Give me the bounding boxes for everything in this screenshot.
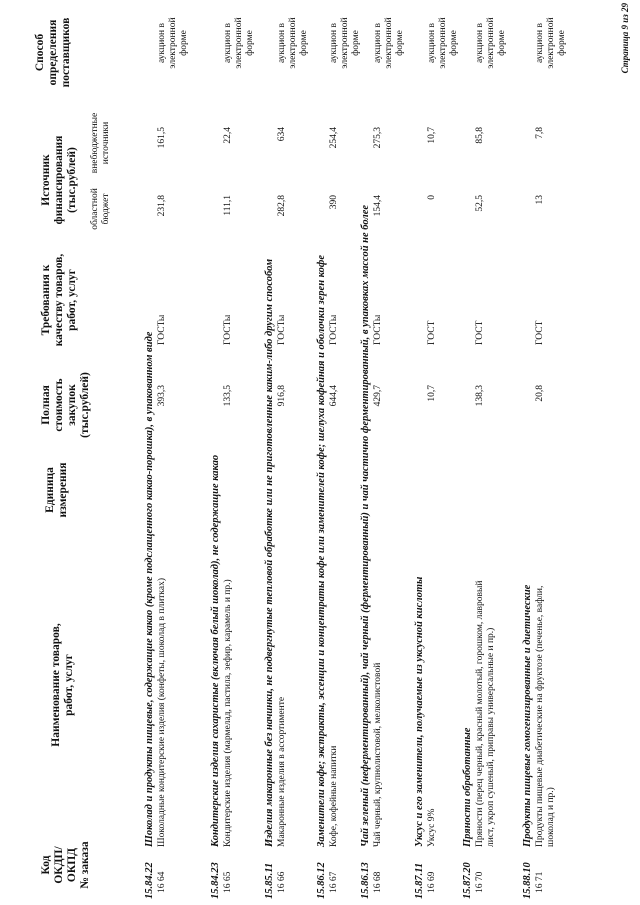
row-method (373, 11, 406, 75)
row-method-line: форме (299, 30, 309, 56)
row-name-line: Продукты пищевые диабетические на фруктозе (печенье, вафли, (535, 585, 545, 847)
header-name-line: работ, услуг (63, 654, 75, 716)
group-code: 15.86.13 (360, 862, 371, 899)
row-method-line: аукцион в (535, 23, 545, 63)
row-name (535, 517, 557, 847)
header-fin-extra-line: внебюджетные (90, 112, 100, 174)
row-method (277, 11, 310, 75)
row-name-line: Макаронные изделия в ассортименте (277, 696, 287, 847)
header-method-line: определения (47, 19, 59, 86)
header-fin-line: (тыс.рублей) (66, 147, 78, 213)
row-name-line: Уксус 9% (427, 808, 437, 847)
row-code: 16 69 (427, 871, 437, 893)
header-cost (40, 365, 92, 445)
row-name-line: Пряности (перец черный, красный молотый, горошком, лавровый (475, 580, 485, 847)
header-unit (44, 455, 70, 525)
row-requirements: ГОСТ (475, 320, 485, 345)
page-number: Страница 9 из 29 (620, 3, 630, 74)
header-cost-line: стоимость (53, 378, 65, 432)
group-code: 15.87.11 (414, 862, 425, 899)
header-code-line: № заказа (79, 841, 91, 889)
row-method-line: форме (449, 30, 459, 56)
header-fin-extra (90, 109, 112, 177)
header-name-line: Наименование товаров, (50, 623, 62, 747)
group-code: 15.84.22 (144, 862, 155, 899)
group-title: Заменители кофе; экстракты, эссенции и концентраты кофе или заменителей кофе; шелуха кофейная и оболочки зерен кофе (316, 254, 327, 847)
header-fin-region-line: областной (90, 188, 100, 230)
row-method-line: электронной (234, 17, 244, 69)
group-code: 15.86.12 (316, 862, 327, 899)
header-cost-line: Полная (40, 385, 52, 425)
row-name (157, 517, 168, 847)
header-method-line: поставщиков (60, 17, 72, 88)
group-code: 15.84.23 (210, 862, 221, 899)
header-req-line: Требования к (40, 264, 52, 336)
row-method-line: аукцион в (427, 23, 437, 63)
row-code: 16 65 (223, 871, 233, 893)
row-fin-region: 231,8 (157, 195, 167, 217)
row-method-line: электронной (546, 17, 556, 69)
row-method-line: электронной (168, 17, 178, 69)
row-code: 16 67 (329, 871, 339, 893)
row-name-line: шоколад и пр.) (546, 787, 556, 847)
header-fin-line: Источник (40, 154, 52, 206)
row-name-line: Кофе, кофейные напитки (329, 745, 339, 847)
row-fin-extra: 254,4 (329, 127, 339, 149)
row-fin-region: 154,4 (373, 195, 383, 217)
row-fin-extra: 10,7 (427, 127, 437, 144)
row-fin-region: 282,8 (277, 195, 287, 217)
row-method-line: электронной (486, 17, 496, 69)
row-code: 16 68 (373, 871, 383, 893)
row-requirements: ГОСТы (373, 314, 383, 345)
row-fin-region: 390 (329, 195, 339, 210)
row-fin-extra: 275,3 (373, 127, 383, 149)
row-name (329, 517, 340, 847)
row-cost: 138,3 (475, 385, 485, 407)
row-method-line: электронной (384, 17, 394, 69)
header-cost-line: закупок (66, 384, 78, 426)
row-method-line: аукцион в (277, 23, 287, 63)
row-fin-extra: 161,5 (157, 127, 167, 149)
row-fin-region: 0 (427, 195, 437, 200)
header-fin-extra-line: источники (101, 121, 111, 165)
group-title: Уксус и его заменители, получаемые из уксусной кислоты (414, 576, 425, 847)
header-unit-line: Единица (44, 467, 56, 513)
header-fin-line: финансирования (53, 135, 65, 225)
header-code (40, 835, 92, 895)
header-cost-line: (тыс.рублей) (79, 372, 91, 438)
row-method-line: аукцион в (329, 23, 339, 63)
row-method (329, 11, 362, 75)
row-fin-region: 111,1 (223, 195, 233, 216)
row-method-line: аукцион в (223, 23, 233, 63)
row-fin-extra: 22,4 (223, 127, 233, 144)
group-title: Пряности обработанные (462, 727, 473, 847)
row-code: 16 70 (475, 871, 485, 893)
row-name-line: Шоколадные кондитерские изделия (конфеты, шоколад в плитках) (157, 577, 167, 847)
row-requirements: ГОСТы (223, 314, 233, 345)
header-code-line: ОКДП/ (53, 846, 65, 884)
row-name (223, 517, 234, 847)
row-requirements: ГОСТы (157, 314, 167, 345)
row-fin-extra: 85,8 (475, 127, 485, 144)
row-cost: 429,7 (373, 385, 383, 407)
row-cost: 10,7 (427, 385, 437, 402)
row-method (157, 11, 190, 75)
row-method (427, 11, 460, 75)
group-title: Кондитерские изделия сахаристые (включая белый шоколад), не содержащие какао (210, 454, 221, 847)
row-fin-extra: 7,8 (535, 127, 545, 139)
row-method-line: аукцион в (157, 23, 167, 63)
row-cost: 644,4 (329, 385, 339, 407)
row-method (535, 11, 568, 75)
header-method-line: Способ (34, 33, 46, 72)
row-method-line: форме (179, 30, 189, 56)
row-requirements: ГОСТы (329, 314, 339, 345)
row-cost: 393,3 (157, 385, 167, 407)
header-code-line: ОКПД (66, 847, 78, 883)
header-req-line: качеству товаров, (53, 253, 65, 347)
header-fin-region-line: бюджет (101, 193, 111, 225)
row-method-line: форме (497, 30, 507, 56)
row-code: 16 66 (277, 871, 287, 893)
row-name (475, 517, 497, 847)
row-cost: 133,5 (223, 385, 233, 407)
row-requirements: ГОСТ (427, 320, 437, 345)
row-requirements: ГОСТы (277, 314, 287, 345)
header-unit-line: измерения (57, 462, 69, 518)
header-code-line: Код (40, 855, 52, 875)
group-code: 15.85.11 (264, 862, 275, 899)
row-cost: 20,8 (535, 385, 545, 402)
row-name-line: лист, укроп сушеный, приправы универсальные и пр.) (486, 627, 496, 847)
header-name (50, 555, 76, 815)
row-method (223, 11, 256, 75)
row-method-line: форме (395, 30, 405, 56)
header-fin-region (90, 181, 112, 237)
row-fin-region: 13 (535, 195, 545, 205)
header-financing (40, 120, 79, 240)
header-requirements (40, 250, 79, 350)
group-title: Шоколад и продукты пищевые, содержащие какао (кроме подслащенного какао-порошка), в упакованном виде (144, 331, 155, 847)
row-method-line: форме (351, 30, 361, 56)
row-name (277, 517, 288, 847)
row-code: 16 71 (535, 871, 545, 893)
row-name (427, 517, 438, 847)
row-method-line: электронной (438, 17, 448, 69)
row-method (475, 11, 508, 75)
row-code: 16 64 (157, 871, 167, 893)
row-method-line: аукцион в (475, 23, 485, 63)
row-fin-region: 52,5 (475, 195, 485, 212)
row-cost: 916,8 (277, 385, 287, 407)
group-title: Изделия макаронные без начинки, не подвергнутые тепловой обработке или не приготовленные каким-либо другим способом (264, 258, 275, 847)
header-method (34, 5, 73, 100)
row-method-line: аукцион в (373, 23, 383, 63)
row-name-line: Кондитерские изделия (мармелад, пастила, зефир, карамель и пр.) (223, 579, 233, 847)
row-fin-extra: 634 (277, 127, 287, 142)
group-title: Чай зеленый (неферментированный), чай черный (ферментированный) и чай частично ферментированный, в упаковках массой не более (360, 204, 371, 847)
header-req-line: работ, услуг (66, 269, 78, 331)
row-name (373, 517, 384, 847)
group-code: 15.87.20 (462, 862, 473, 899)
row-requirements: ГОСТ (535, 320, 545, 345)
row-method-line: форме (557, 30, 567, 56)
row-method-line: электронной (288, 17, 298, 69)
row-name-line: Чай черный, крупнолистовой, мелколистовой (373, 662, 383, 847)
group-code: 15.88.10 (522, 862, 533, 899)
row-method-line: электронной (340, 17, 350, 69)
group-title: Продукты пищевые гомогенизированные и диетические (522, 584, 533, 847)
row-method-line: форме (245, 30, 255, 56)
